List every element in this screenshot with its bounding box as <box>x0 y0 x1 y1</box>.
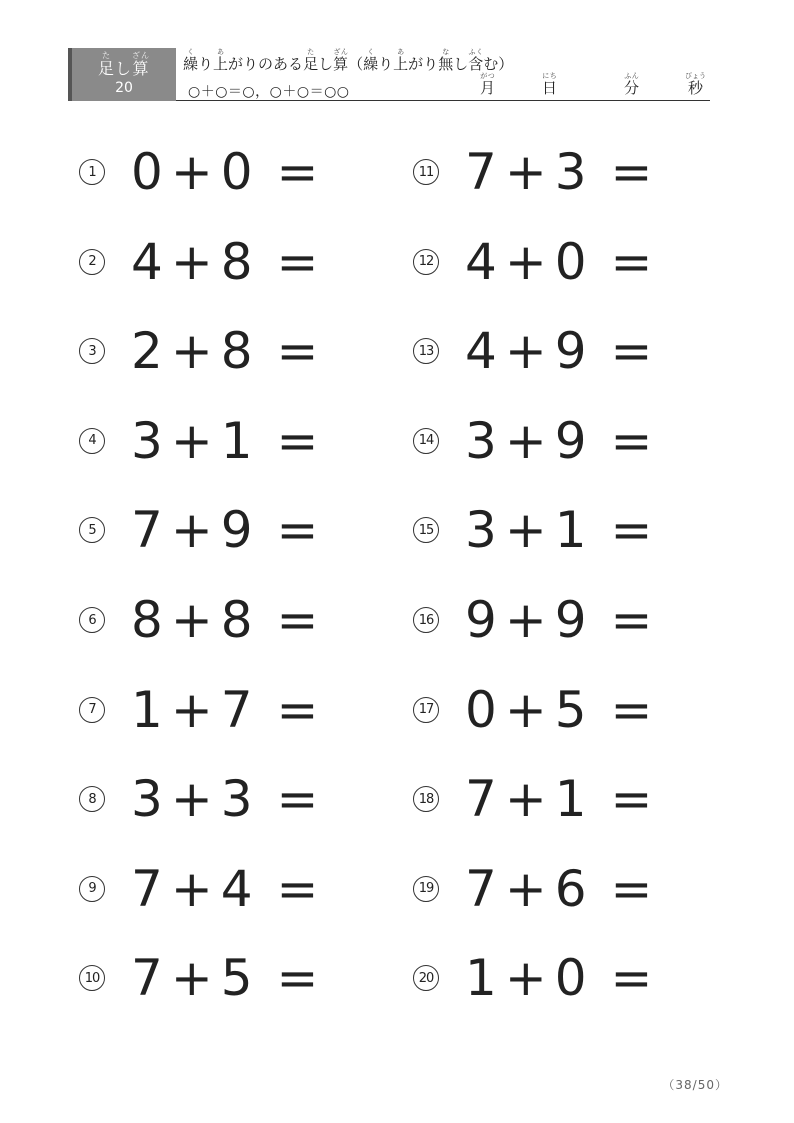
equals-sign: = <box>276 770 321 829</box>
addend-a: 7 <box>131 949 165 1008</box>
problem-expression <box>465 233 660 291</box>
problem-number: 5 <box>79 517 105 543</box>
worksheet-title <box>183 48 513 78</box>
addend-a: 0 <box>465 680 499 739</box>
title-segment: む） <box>483 55 514 73</box>
problem-number: 3 <box>79 338 105 364</box>
equals-sign: = <box>610 232 655 291</box>
title-segment: 上あ <box>213 48 229 73</box>
answer-space[interactable] <box>326 595 406 645</box>
page-indicator: （38/50） <box>662 1078 728 1092</box>
title-segment: り <box>198 55 214 73</box>
equals-sign: = <box>610 859 655 918</box>
plus-sign: + <box>504 591 549 649</box>
title-segment: 繰く <box>363 48 379 73</box>
problem-item <box>79 500 406 560</box>
problem-expression <box>465 591 660 649</box>
addend-b: 0 <box>220 143 255 201</box>
addend-b: 4 <box>220 859 255 918</box>
plus-sign: + <box>170 770 215 829</box>
answer-space[interactable] <box>326 416 406 466</box>
addend-b: 9 <box>220 501 255 560</box>
addend-b: 3 <box>554 143 589 201</box>
problem-expression <box>131 143 326 201</box>
addend-b: 1 <box>554 501 589 560</box>
addend-a: 8 <box>131 591 165 649</box>
title-segment: 含ふく <box>468 48 484 73</box>
problem-item <box>79 859 406 919</box>
plus-sign: + <box>170 501 215 560</box>
answer-space[interactable] <box>326 953 406 1003</box>
problem-item <box>413 859 740 919</box>
problem-item <box>413 411 740 471</box>
addend-a: 4 <box>465 232 499 291</box>
plus-sign: + <box>170 232 215 291</box>
answer-space[interactable] <box>660 237 740 287</box>
equals-sign: = <box>610 680 655 739</box>
worksheet-subtitle: ○＋○＝○，○＋○＝○○ <box>188 84 350 100</box>
answer-space[interactable] <box>326 685 406 735</box>
problem-number: 8 <box>79 786 105 812</box>
problem-expression <box>131 233 326 291</box>
plus-sign: + <box>504 859 549 918</box>
plus-sign: + <box>504 501 549 560</box>
answer-space[interactable] <box>326 147 406 197</box>
addend-a: 1 <box>131 680 165 739</box>
plus-sign: + <box>504 680 549 739</box>
title-segment: 算ざん <box>333 48 349 73</box>
problem-item <box>79 321 406 381</box>
addend-b: 8 <box>220 591 255 649</box>
title-segment: 足た <box>303 48 319 73</box>
addend-b: 0 <box>554 232 589 291</box>
problem-expression <box>465 860 660 918</box>
answer-space[interactable] <box>660 595 740 645</box>
equals-sign: = <box>276 680 321 739</box>
problem-expression <box>131 949 326 1007</box>
addend-b: 8 <box>220 232 255 291</box>
addend-b: 6 <box>554 859 589 918</box>
problem-number: 4 <box>79 428 105 454</box>
addend-b: 9 <box>554 411 589 470</box>
problem-item <box>413 500 740 560</box>
problem-expression <box>131 322 326 380</box>
equals-sign: = <box>276 232 321 291</box>
plus-sign: + <box>504 770 549 829</box>
problem-item <box>79 590 406 650</box>
answer-space[interactable] <box>660 416 740 466</box>
problem-expression <box>131 681 326 739</box>
addend-a: 7 <box>131 859 165 918</box>
addend-b: 5 <box>554 680 589 739</box>
plus-sign: + <box>170 680 215 739</box>
answer-space[interactable] <box>660 505 740 555</box>
addend-b: 9 <box>554 322 589 381</box>
title-segment: がりのある <box>228 55 304 73</box>
equals-sign: = <box>610 322 655 381</box>
addend-a: 7 <box>465 143 499 201</box>
problem-number: 15 <box>413 517 439 543</box>
problem-item <box>413 680 740 740</box>
plus-sign: + <box>170 143 215 201</box>
addend-a: 3 <box>131 411 165 470</box>
equals-sign: = <box>276 322 321 381</box>
plus-sign: + <box>170 859 215 918</box>
addend-a: 4 <box>465 322 499 381</box>
addend-b: 8 <box>220 322 255 381</box>
plus-sign: + <box>504 232 549 291</box>
problem-expression <box>131 770 326 828</box>
answer-space[interactable] <box>326 505 406 555</box>
addend-a: 3 <box>465 411 499 470</box>
problem-number: 17 <box>413 697 439 723</box>
header-divider <box>176 100 710 101</box>
problem-item <box>79 948 406 1008</box>
equals-sign: = <box>610 591 655 649</box>
addend-a: 7 <box>465 859 499 918</box>
minute-field[interactable]: 分ふん <box>624 72 640 97</box>
problem-item <box>79 769 406 829</box>
answer-space[interactable] <box>326 326 406 376</box>
problem-number: 9 <box>79 876 105 902</box>
problem-item <box>413 590 740 650</box>
equals-sign: = <box>610 501 655 560</box>
problem-expression <box>131 412 326 470</box>
addend-a: 9 <box>465 591 499 649</box>
problem-expression <box>465 412 660 470</box>
plus-sign: + <box>170 322 215 381</box>
problem-item <box>413 321 740 381</box>
equals-sign: = <box>276 591 321 649</box>
problem-expression <box>465 143 660 201</box>
equals-sign: = <box>610 143 655 201</box>
problem-expression <box>131 591 326 649</box>
addend-b: 9 <box>554 591 589 649</box>
problem-item <box>79 680 406 740</box>
addend-b: 1 <box>220 411 255 470</box>
problem-number: 18 <box>413 786 439 812</box>
title-segment: り <box>378 55 394 73</box>
plus-sign: + <box>504 322 549 381</box>
tag-char: 算ざん <box>132 51 151 78</box>
addend-a: 2 <box>131 322 165 381</box>
problem-item <box>79 232 406 292</box>
problem-number: 16 <box>413 607 439 633</box>
problem-item <box>413 948 740 1008</box>
problem-expression <box>131 501 326 559</box>
equals-sign: = <box>610 411 655 470</box>
addend-a: 0 <box>131 143 165 201</box>
problem-expression <box>465 322 660 380</box>
problem-number: 14 <box>413 428 439 454</box>
problem-number: 20 <box>413 965 439 991</box>
worksheet-header <box>68 48 710 102</box>
title-segment: （ <box>348 55 364 73</box>
addend-a: 3 <box>465 501 499 560</box>
answer-space[interactable] <box>660 326 740 376</box>
title-segment: し <box>318 55 334 73</box>
addend-b: 5 <box>220 949 255 1008</box>
problem-item <box>79 411 406 471</box>
title-segment: 上あ <box>393 48 409 73</box>
addend-a: 1 <box>465 949 499 1008</box>
plus-sign: + <box>170 949 215 1008</box>
problem-expression <box>465 501 660 559</box>
equals-sign: = <box>276 143 321 201</box>
answer-space[interactable] <box>326 864 406 914</box>
problem-number: 11 <box>413 159 439 185</box>
problem-expression <box>131 860 326 918</box>
title-segment: し <box>453 55 469 73</box>
answer-space[interactable] <box>660 147 740 197</box>
day-field[interactable]: 日にち <box>542 72 558 97</box>
tag-char: し <box>115 59 133 78</box>
answer-space[interactable] <box>660 864 740 914</box>
title-segment: 繰く <box>183 48 199 73</box>
answer-space[interactable] <box>660 953 740 1003</box>
tag-char: 足た <box>97 51 115 78</box>
plus-sign: + <box>170 591 215 649</box>
addend-a: 7 <box>465 770 499 829</box>
problem-number: 6 <box>79 607 105 633</box>
worksheet-number: 20 <box>115 80 133 96</box>
problem-number: 7 <box>79 697 105 723</box>
answer-space[interactable] <box>660 774 740 824</box>
tag-title <box>72 51 176 82</box>
addend-b: 3 <box>220 770 255 829</box>
answer-space[interactable] <box>326 237 406 287</box>
worksheet-tag <box>68 48 176 101</box>
equals-sign: = <box>276 949 321 1008</box>
equals-sign: = <box>276 501 321 560</box>
plus-sign: + <box>504 143 549 201</box>
problem-number: 2 <box>79 249 105 275</box>
plus-sign: + <box>504 411 549 470</box>
title-segment: 無な <box>438 48 454 73</box>
problem-number: 12 <box>413 249 439 275</box>
problem-expression <box>465 949 660 1007</box>
plus-sign: + <box>504 949 549 1008</box>
plus-sign: + <box>170 411 215 470</box>
addend-b: 1 <box>554 770 589 829</box>
problem-item <box>79 142 406 202</box>
problem-expression <box>465 770 660 828</box>
problem-expression <box>465 681 660 739</box>
addend-b: 7 <box>220 680 255 739</box>
equals-sign: = <box>610 949 655 1008</box>
addend-a: 4 <box>131 232 165 291</box>
month-field[interactable]: 月がつ <box>480 72 496 97</box>
problem-item <box>413 142 740 202</box>
equals-sign: = <box>276 411 321 470</box>
problem-number: 13 <box>413 338 439 364</box>
addend-a: 7 <box>131 501 165 560</box>
equals-sign: = <box>610 770 655 829</box>
equals-sign: = <box>276 859 321 918</box>
addend-a: 3 <box>131 770 165 829</box>
problem-item <box>413 769 740 829</box>
answer-space[interactable] <box>660 685 740 735</box>
problem-number: 10 <box>79 965 105 991</box>
second-field[interactable]: 秒びょう <box>685 72 706 97</box>
title-segment: がり <box>408 55 439 73</box>
answer-space[interactable] <box>326 774 406 824</box>
addend-b: 0 <box>554 949 589 1008</box>
problem-number: 19 <box>413 876 439 902</box>
problem-number: 1 <box>79 159 105 185</box>
problem-item <box>413 232 740 292</box>
